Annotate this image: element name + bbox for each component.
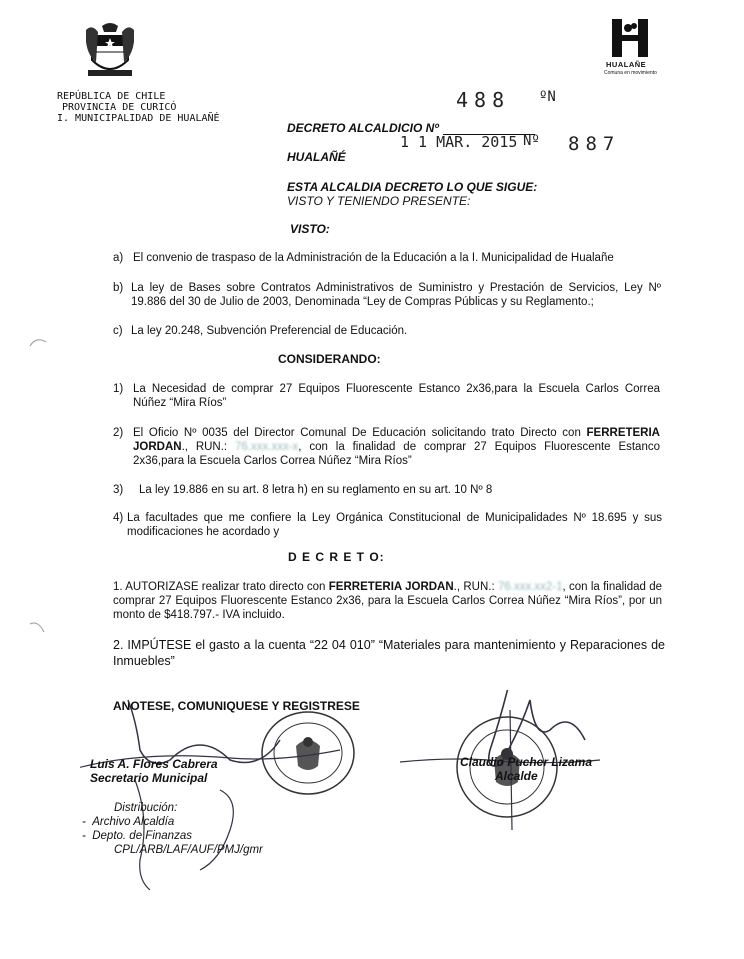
hualane-logo-mark [610, 19, 650, 57]
stamp-number: 887 [568, 133, 621, 155]
considerando-marker-2: 2) [113, 427, 124, 439]
considerando-item-2-pre: El Oficio Nº 0035 del Director Comunal De Educación solicitando trato Directo con [133, 427, 581, 439]
coat-of-arms-logo [82, 22, 138, 82]
run-label-1: ., RUN.: [181, 441, 228, 453]
secretary-title: Secretario Municipal [90, 771, 208, 785]
header-province: PROVINCIA DE CURICÓ [62, 102, 177, 113]
company-name-2: FERRETERIA JORDAN [328, 581, 454, 593]
considerando-heading: CONSIDERANDO: [278, 352, 381, 366]
decree-title: DECRETO ALCALDICIO Nº [287, 121, 439, 135]
visto-marker-b: b) [113, 282, 124, 294]
considerando-item-4: La facultades que me confiere la Ley Orgánica Constitucional de Municipalidades Nº 18.695 y sus modificaciones he acordado y [127, 512, 662, 538]
scan-mark-1 [28, 334, 48, 348]
decreto-item-1-pre: 1. AUTORIZASE realizar trato directo con [113, 581, 326, 593]
visto-marker-c: c) [113, 325, 123, 337]
decreto-item-1-post: , con la finalidad de comprar 27 Equipos Fluorescente Estanco 2x36, para la Escuela Carlos Correa Núñez “Mira Ríos”, por un monto de $418.797.- IVA incluido. [113, 581, 663, 621]
considerando-item-1: La Necesidad de comprar 27 Equipos Fluorescente Estanco 2x36,para la Escuela Carlos Correa Núñez “Mira Ríos” [133, 383, 660, 409]
decreto-item-1 [113, 580, 662, 622]
logo-name: HUALAÑE [606, 60, 647, 69]
decree-intro-2: VISTO Y TENIENDO PRESENTE: [287, 194, 471, 208]
distribution-initials: CPL/ARB/LAF/AUF/PMJ/gmr [114, 844, 263, 856]
handwritten-number-top: 488 [456, 88, 511, 112]
considerando-item-2-post: , con la finalidad de comprar 27 Equipos Fluorescente Estanco 2x36,para la Escuela Carlos Correa Núñez “Mira Ríos” [133, 441, 660, 467]
header-municipality: I. MUNICIPALIDAD DE HUALAÑÉ [57, 113, 220, 124]
handwritten-signatures [80, 690, 680, 890]
distribution-item-1-text: Archivo Alcaldía [92, 816, 175, 828]
considerando-marker-1: 1) [113, 383, 124, 395]
visto-item-b: La ley de Bases sobre Contratos Administrativos de Suministro y Prestación de Servicios, Ley Nº 19.886 del 30 de Julio de 2003, Denominada “Ley de Compras Públicas y su Reglamento.; [131, 282, 661, 308]
visto-heading: VISTO: [290, 222, 330, 236]
distribution-heading: Distribución: [114, 802, 178, 814]
mayor-title: Alcalde [495, 769, 538, 783]
decreto-heading: D E C R E T O: [288, 550, 385, 564]
considerando-marker-4: 4) [113, 512, 124, 524]
handwritten-number-suffix: ºN [539, 89, 556, 105]
closing-statement: ANOTESE, COMUNIQUESE Y REGISTRESE [113, 699, 360, 713]
header-country: REPÚBLICA DE CHILE [57, 91, 166, 102]
stamp-date: 1 1 MAR. 2015 [400, 133, 518, 151]
visto-item-a: El convenio de traspaso de la Administración de la Educación a la I. Municipalidad de Hualañe [133, 252, 614, 264]
scan-mark-2 [28, 620, 48, 636]
mayor-name: Claudio Pucher Lizama [460, 755, 593, 769]
company-name-1: FERRETERIA JORDAN [133, 427, 660, 453]
secretary-name: Luis A. Flores Cabrera [90, 757, 218, 771]
decree-place: HUALAÑÉ [287, 150, 346, 164]
logo-tagline: Comuna en movimiento [604, 70, 657, 76]
run-label-2: ., RUN.: [453, 581, 495, 593]
considerando-marker-3: 3) [113, 484, 124, 496]
considerando-item-3: La ley 19.886 en su art. 8 letra h) en su reglamento en su art. 10 Nº 8 [139, 484, 493, 496]
distribution-item-2-text: Depto. de Finanzas [92, 830, 192, 842]
visto-item-c: La ley 20.248, Subvención Preferencial de Educación. [131, 325, 408, 337]
visto-marker-a: a) [113, 252, 124, 264]
distribution-item-2: - Depto. de Finanzas [82, 830, 192, 842]
decreto-item-2: 2. IMPÚTESE el gasto a la cuenta “22 04 010” “Materiales para mantenimiento y Reparaciones de Inmuebles” [113, 638, 665, 668]
considerando-item-2 [133, 426, 660, 468]
run-value-redacted-2: 76.xxx.xx2-1 [497, 581, 563, 593]
distribution-item-1: - Archivo Alcaldía [82, 816, 175, 828]
stamp-number-prefix: Nº [523, 133, 540, 149]
decree-intro-1: ESTA ALCALDIA DECRETO LO QUE SIGUE: [287, 180, 538, 194]
run-value-redacted-1: 76.xxx.xxx-x [235, 441, 299, 453]
